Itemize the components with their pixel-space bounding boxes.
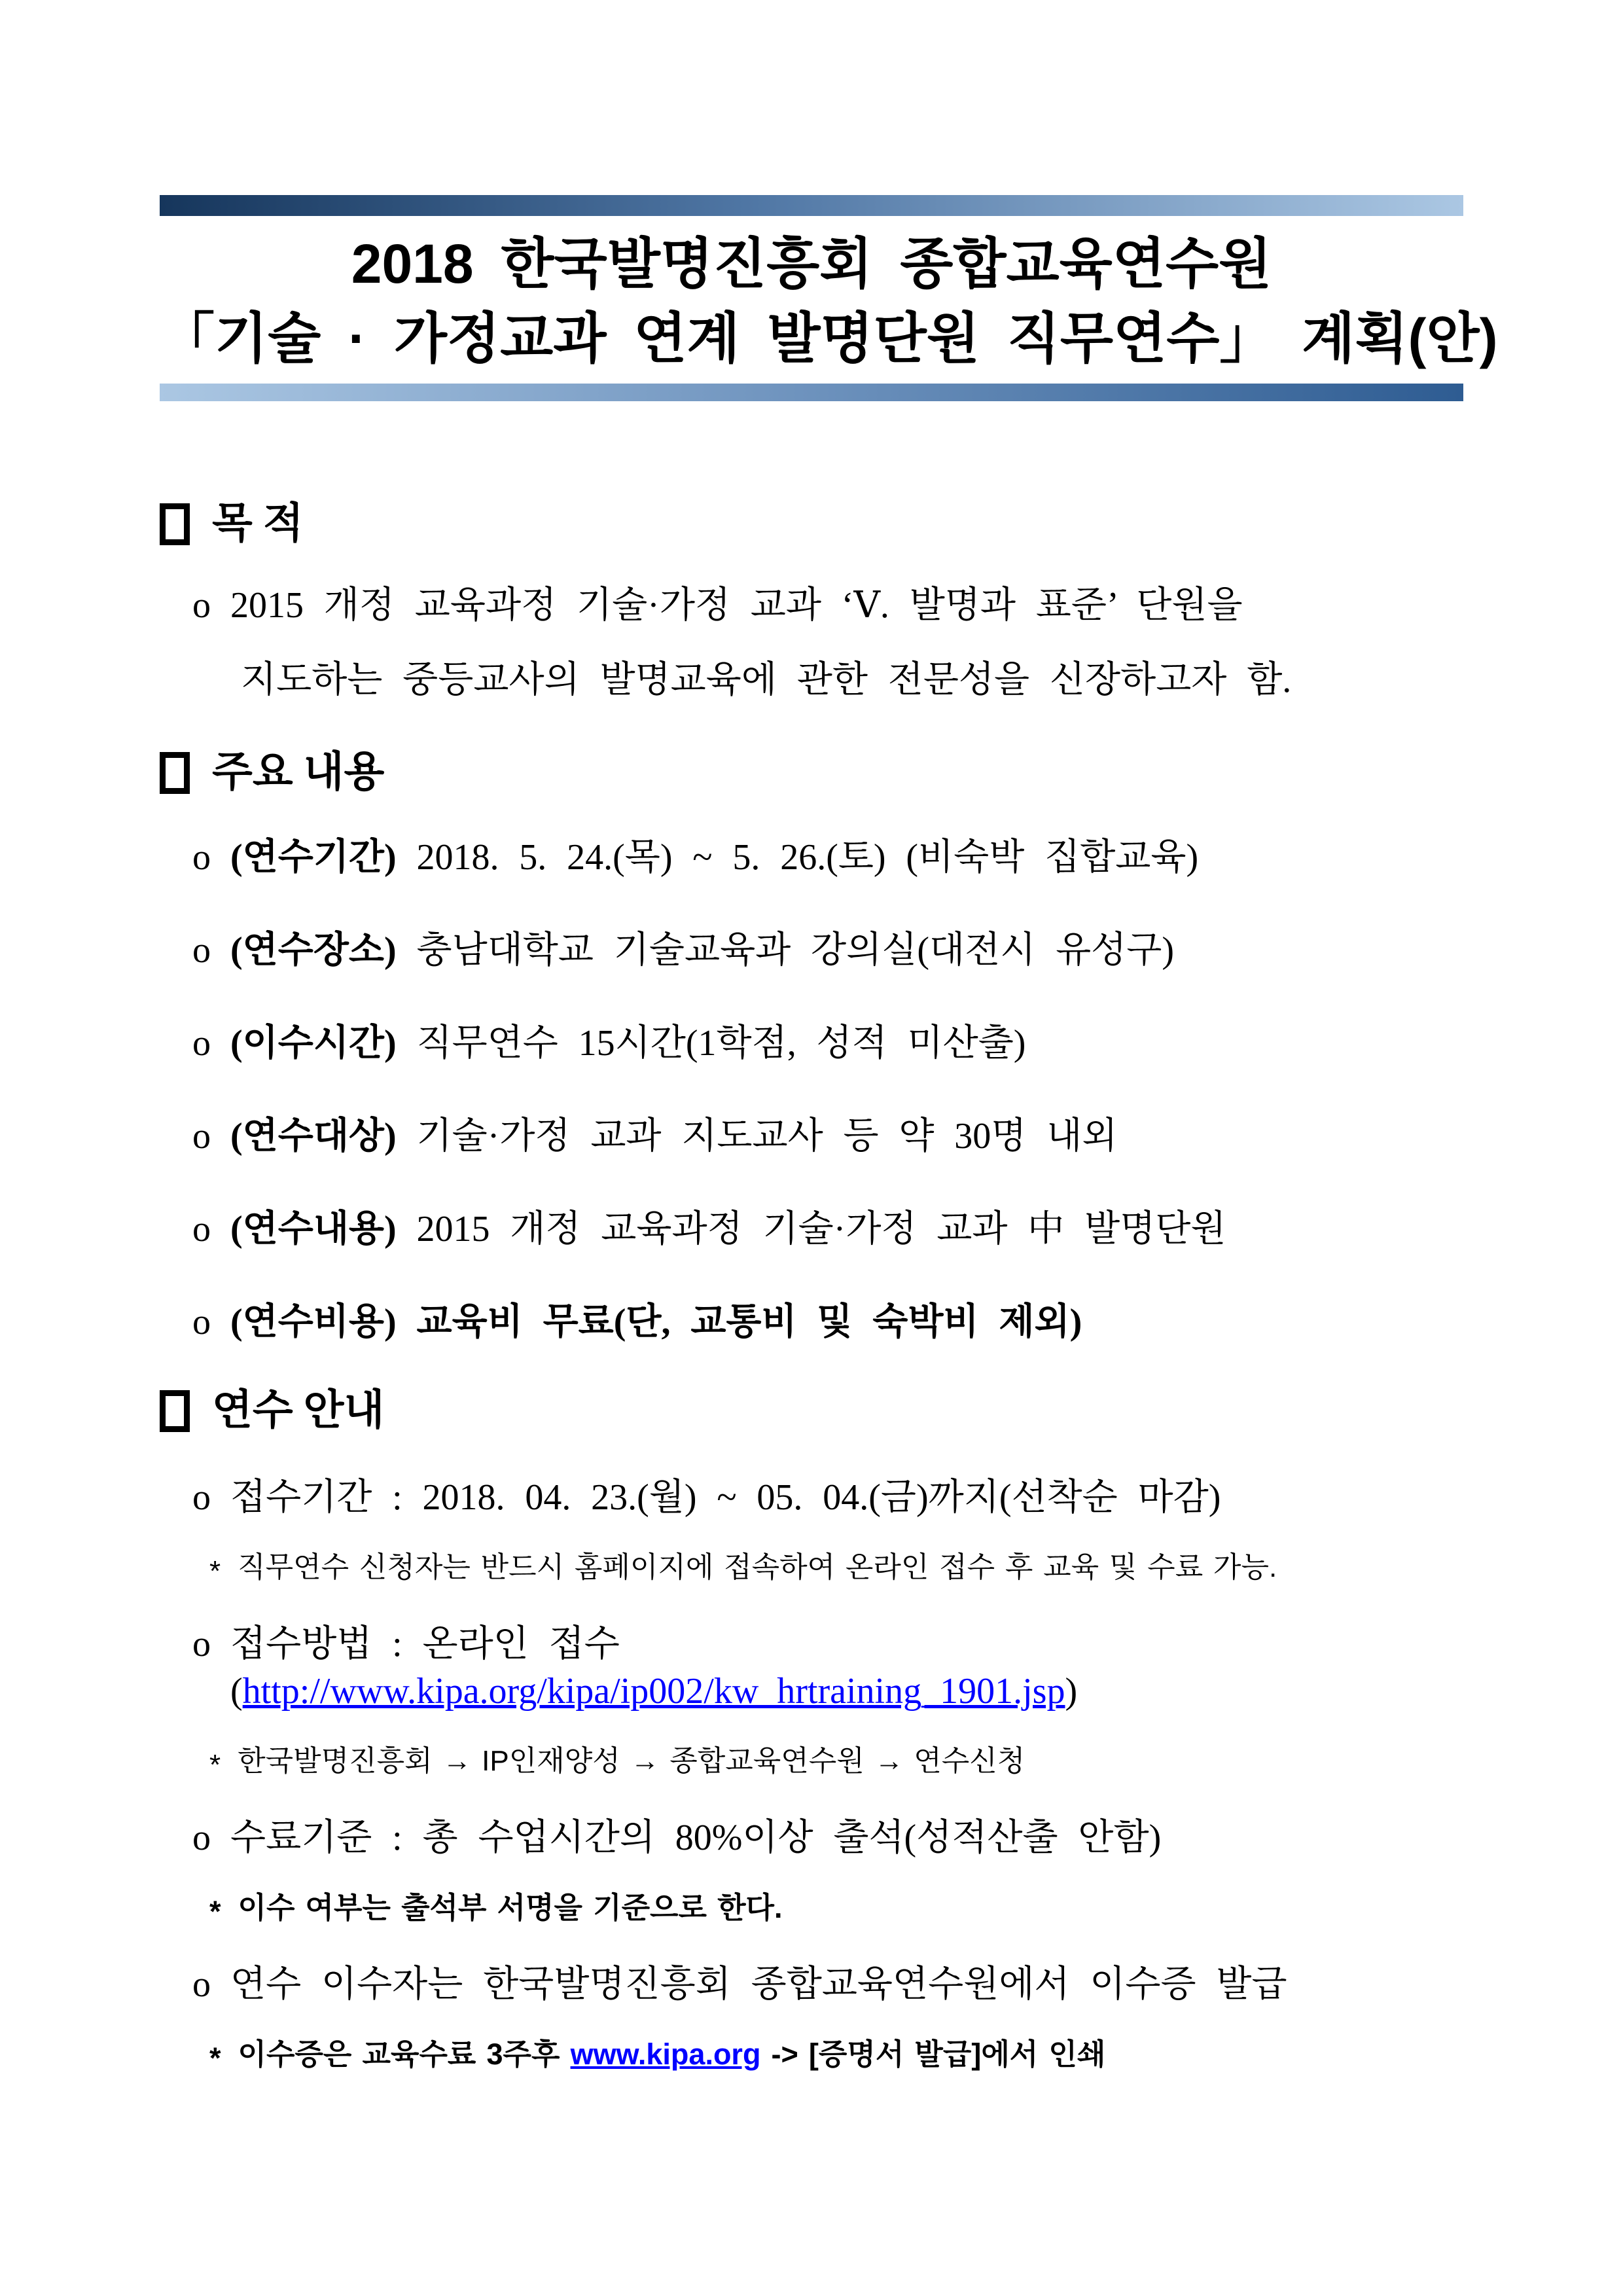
training-content-label: (연수내용) bbox=[230, 1209, 397, 1249]
asterisk-marker: * bbox=[209, 2041, 221, 2075]
attendance-note-text: 이수 여부는 출석부 서명을 기준으로 한다. bbox=[238, 1891, 783, 1924]
training-target-value: 기술·가정 교과 지도교사 등 약 30명 내외 bbox=[416, 1116, 1118, 1157]
header-bottom-gradient-bar bbox=[160, 384, 1463, 401]
purpose-item bbox=[160, 582, 1463, 704]
training-period-item bbox=[160, 834, 1463, 881]
application-method-item bbox=[160, 1621, 1463, 1715]
application-path-note bbox=[160, 1742, 1463, 1780]
training-period-value: 2018. 5. 24.(목) ~ 5. 26.(토) (비숙박 집합교육) bbox=[416, 837, 1199, 878]
document-title bbox=[160, 226, 1498, 376]
item-bullet: o bbox=[192, 1964, 211, 2005]
certificate-issue-item bbox=[160, 1961, 1463, 2008]
training-period-label: (연수기간) bbox=[230, 837, 397, 878]
application-period-text: 접수기간 : 2018. 04. 23.(월) ~ 05. 04.(금)까지(선착순 마감) bbox=[230, 1477, 1221, 1518]
square-bullet-icon bbox=[160, 1390, 190, 1432]
section-main-content-heading bbox=[160, 747, 1463, 798]
item-bullet: o bbox=[192, 837, 211, 878]
application-period-item bbox=[160, 1474, 1463, 1521]
application-method-text-after: ) bbox=[1065, 1671, 1078, 1712]
training-fee-value: 교육비 무료(단, 교통비 및 숙박비 제외) bbox=[416, 1302, 1082, 1342]
application-path-note-text: 한국발명진흥회 → IP인재양성 → 종합교육연수원 → 연수신청 bbox=[238, 1745, 1026, 1777]
training-place-value: 충남대학교 기술교육과 강의실(대전시 유성구) bbox=[416, 930, 1175, 971]
training-content-value: 2015 개정 교육과정 기술·가정 교과 中 발명단원 bbox=[416, 1209, 1226, 1249]
square-bullet-icon bbox=[160, 752, 190, 794]
item-bullet: o bbox=[192, 1209, 211, 1249]
item-bullet: o bbox=[192, 1116, 211, 1157]
training-place-item bbox=[160, 927, 1463, 974]
completion-criteria-text: 수료기준 : 총 수업시간의 80%이상 출석(성적산출 안함) bbox=[230, 1818, 1162, 1858]
purpose-item-line-1: 2015 개정 교육과정 기술·가정 교과 ‘Ⅴ. 발명과 표준’ 단원을 bbox=[230, 585, 1243, 626]
item-bullet: o bbox=[192, 1818, 211, 1858]
certificate-print-text-after: -> [증명서 발급]에서 인쇄 bbox=[760, 2037, 1106, 2071]
title-line-2: 「기술 · 가정교과 연계 발명단원 직무연수」 계획(안) bbox=[160, 308, 1498, 369]
credit-hours-value: 직무연수 15시간(1학점, 성적 미산출) bbox=[416, 1023, 1026, 1064]
title-line-1: 2018 한국발명진흥회 종합교육연수원 bbox=[351, 233, 1272, 295]
application-note bbox=[160, 1549, 1463, 1587]
section-purpose-heading bbox=[160, 498, 1463, 549]
certificate-issue-text: 연수 이수자는 한국발명진흥회 종합교육연수원에서 이수증 발급 bbox=[230, 1964, 1287, 2005]
section-training-guide-heading-label: 연수 안내 bbox=[212, 1387, 385, 1433]
training-place-label: (연수장소) bbox=[230, 930, 397, 971]
section-training-guide bbox=[160, 1385, 1463, 2073]
asterisk-marker: * bbox=[209, 1895, 221, 1928]
section-training-guide-heading bbox=[160, 1385, 1463, 1436]
document-content bbox=[160, 195, 1498, 2075]
section-main-content-heading-label: 주요 내용 bbox=[212, 749, 385, 795]
purpose-item-line-2: 지도하는 중등교사의 발명교육에 관한 전문성을 신장하고자 함. bbox=[241, 660, 1292, 700]
application-note-text: 직무연수 신청자는 반드시 홈페이지에 접속하여 온라인 접수 후 교육 및 수료 가능. bbox=[238, 1551, 1277, 1583]
item-bullet: o bbox=[192, 1023, 211, 1064]
purpose-item-text bbox=[230, 582, 1291, 704]
item-bullet: o bbox=[192, 1477, 211, 1518]
item-bullet: o bbox=[192, 930, 211, 971]
training-fee-item bbox=[160, 1299, 1463, 1346]
training-content-item bbox=[160, 1206, 1463, 1253]
attendance-note bbox=[160, 1889, 1463, 1927]
section-main-content bbox=[160, 747, 1463, 1346]
completion-criteria-item bbox=[160, 1814, 1463, 1861]
application-method-text-before: 접수방법 : 온라인 접수( bbox=[230, 1624, 620, 1712]
header-top-gradient-bar bbox=[160, 195, 1463, 216]
section-purpose bbox=[160, 498, 1463, 704]
application-url-link[interactable]: http://www.kipa.org/kipa/ip002/kw_hrtraining_1901.jsp bbox=[242, 1671, 1065, 1712]
item-bullet: o bbox=[192, 585, 211, 626]
square-bullet-icon bbox=[160, 503, 190, 545]
credit-hours-item bbox=[160, 1020, 1463, 1067]
item-bullet: o bbox=[192, 1624, 211, 1664]
training-target-label: (연수대상) bbox=[230, 1116, 397, 1157]
item-bullet: o bbox=[192, 1302, 211, 1342]
section-purpose-heading-label: 목 적 bbox=[212, 500, 304, 547]
certificate-print-note bbox=[160, 2036, 1463, 2073]
kipa-homepage-link[interactable]: www.kipa.org bbox=[570, 2037, 761, 2071]
asterisk-marker: * bbox=[209, 1749, 221, 1781]
training-fee-label: (연수비용) bbox=[230, 1302, 397, 1342]
training-target-item bbox=[160, 1113, 1463, 1160]
credit-hours-label: (이수시간) bbox=[230, 1023, 397, 1064]
certificate-print-text-before: 이수증은 교육수료 3주후 bbox=[238, 2037, 571, 2071]
asterisk-marker: * bbox=[209, 1555, 221, 1587]
